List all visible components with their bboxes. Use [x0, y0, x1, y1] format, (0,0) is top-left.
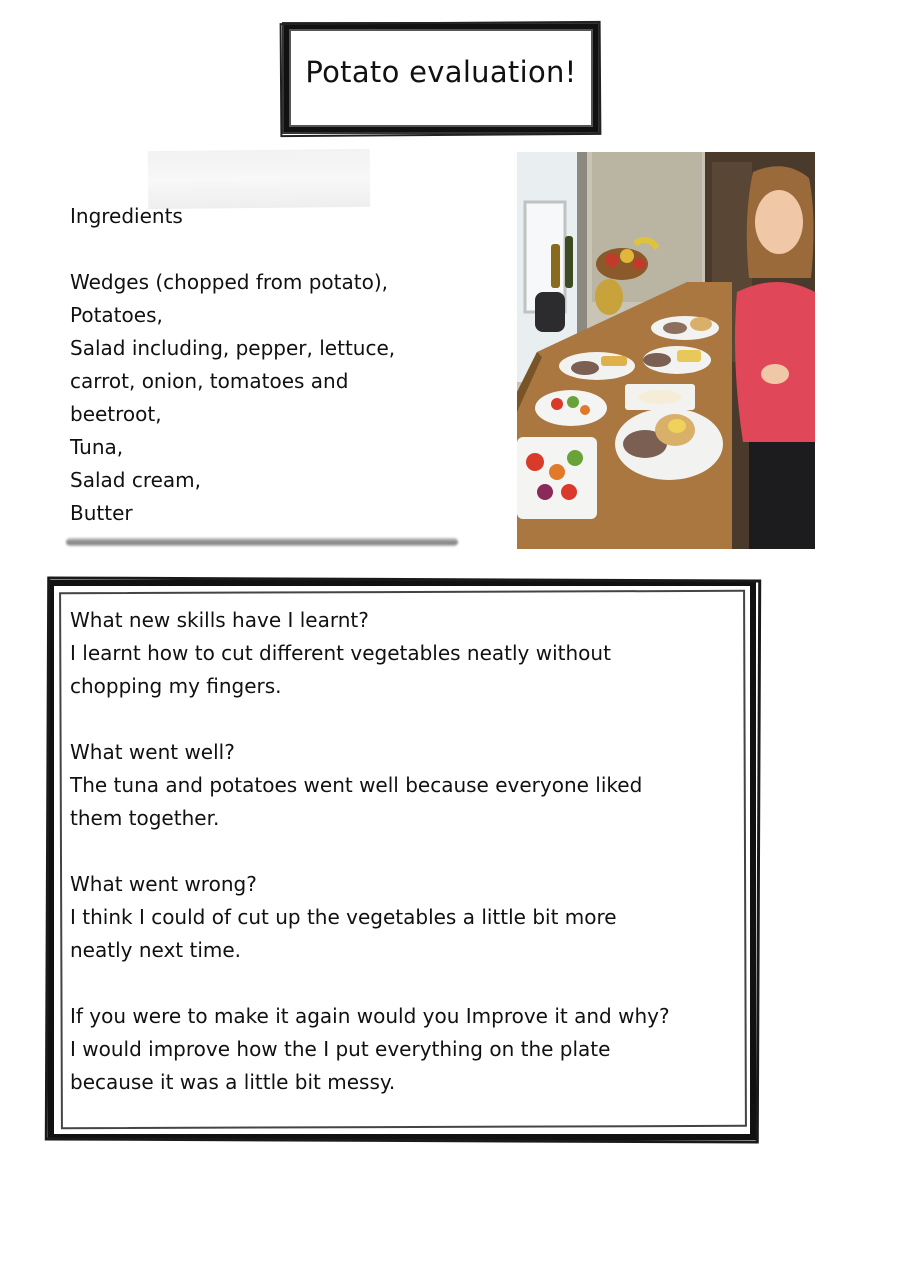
evaluation-answer-line: them together.	[70, 806, 220, 830]
ingredients-heading: Ingredients	[70, 204, 183, 228]
kitchen-photo	[517, 152, 815, 549]
evaluation-item	[70, 604, 750, 703]
evaluation-answer-line: I would improve how the I put everything on the plate	[70, 1037, 611, 1061]
kitchen-photo-illustration	[517, 152, 815, 549]
evaluation-question: If you were to make it again would you Improve it and why?	[70, 1004, 670, 1028]
evaluation-item	[70, 868, 750, 967]
title-frame	[284, 24, 598, 132]
ingredient-line: Salad including, pepper, lettuce,	[70, 336, 396, 360]
ingredient-line: Butter	[70, 501, 133, 525]
evaluation-item	[70, 736, 750, 835]
ingredient-line: Wedges (chopped from potato),	[70, 270, 389, 294]
evaluation-question: What new skills have I learnt?	[70, 608, 369, 632]
ingredient-line: beetroot,	[70, 402, 162, 426]
evaluation-question: What went well?	[70, 740, 235, 764]
evaluation-answer-line: chopping my fingers.	[70, 674, 282, 698]
ingredients-section	[70, 200, 490, 530]
evaluation-section	[70, 604, 750, 1132]
ingredient-line: Tuna,	[70, 435, 124, 459]
evaluation-answer-line: because it was a little bit messy.	[70, 1070, 396, 1094]
page-title: Potato evaluation!	[305, 55, 577, 89]
evaluation-question: What went wrong?	[70, 872, 257, 896]
paper-shadow-divider	[66, 538, 458, 546]
evaluation-answer-line: I think I could of cut up the vegetables a little bit more	[70, 905, 617, 929]
evaluation-answer-line: neatly next time.	[70, 938, 242, 962]
ingredient-line: Salad cream,	[70, 468, 201, 492]
ingredient-line: Potatoes,	[70, 303, 163, 327]
ingredient-line: carrot, onion, tomatoes and	[70, 369, 349, 393]
evaluation-item	[70, 1000, 750, 1099]
evaluation-answer-line: The tuna and potatoes went well because everyone liked	[70, 773, 643, 797]
ingredients-list	[70, 266, 490, 530]
evaluation-answer-line: I learnt how to cut different vegetables neatly without	[70, 641, 611, 665]
